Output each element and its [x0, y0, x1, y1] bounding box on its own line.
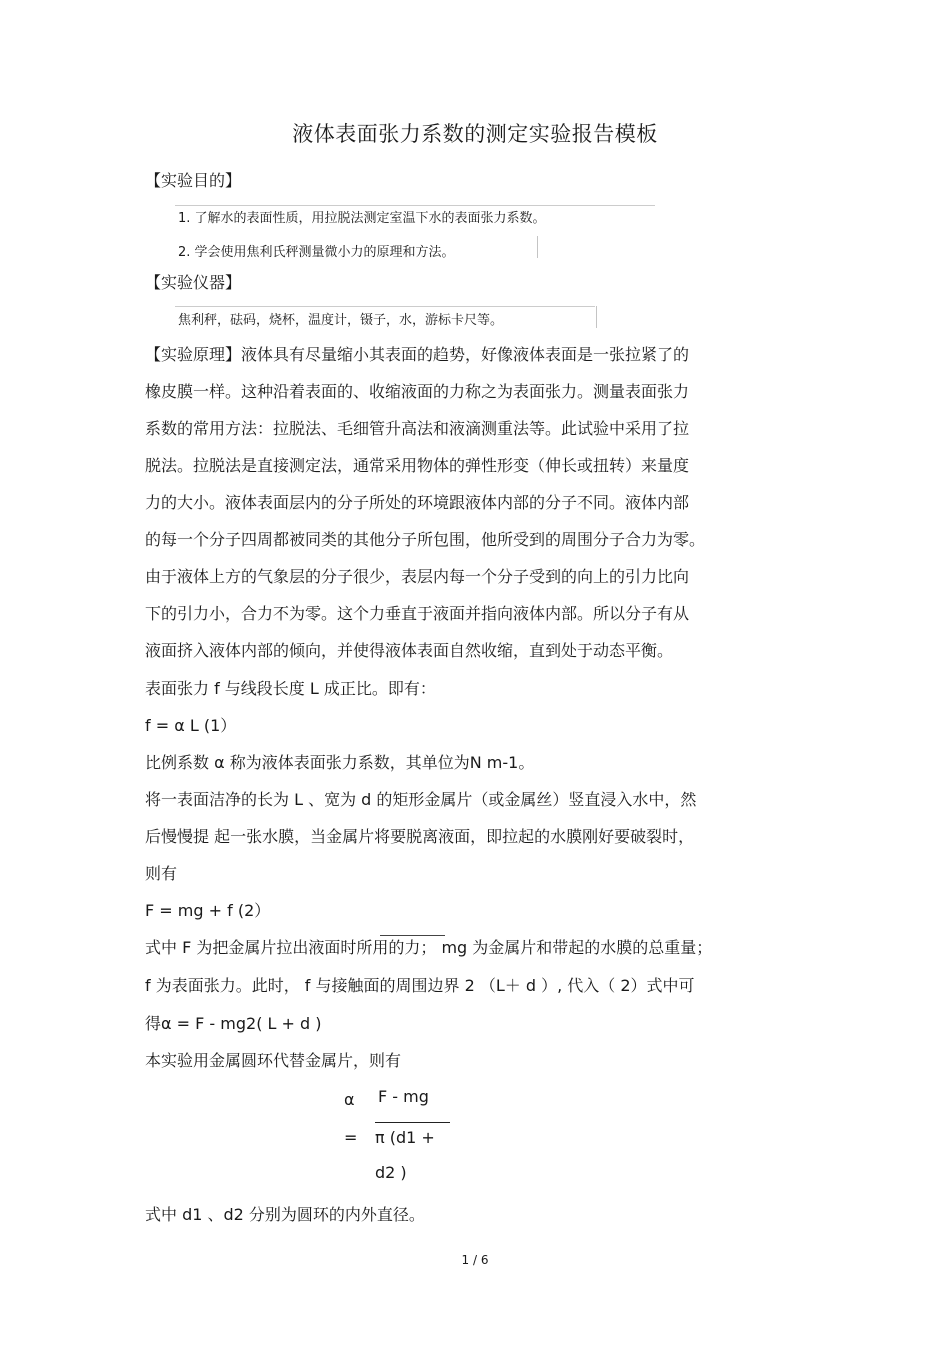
divider: [596, 306, 597, 328]
page-number: 1 / 6: [461, 1253, 489, 1267]
principle-line: 橡皮膜一样。这种沿着表面的、收缩液面的力称之为表面张力。测量表面张力: [145, 382, 690, 401]
principle-line: 系数的常用方法：拉脱法、毛细管升高法和液滴测重法等。此试验中采用了拉: [145, 419, 690, 438]
principle-line: 【实验原理】液体具有尽量缩小其表面的趋势，好像液体表面是一张拉紧了的: [145, 345, 690, 364]
apparatus-text: 焦利秤，砝码，烧杯，温度计，镊子，水，游标卡尺等。: [178, 313, 504, 328]
purpose-item: 1. 了解水的表面性质，用拉脱法测定室温下水的表面张力系数。: [178, 211, 546, 226]
principle-line: 脱法。拉脱法是直接测定法，通常采用物体的弹性形变（伸长或扭转）来量度: [145, 456, 690, 475]
principle-line: 后慢慢提 起一张水膜，当金属片将要脱离液面，即拉起的水膜刚好要破裂时，: [145, 827, 695, 846]
formula-alpha: α: [344, 1090, 355, 1109]
apparatus-heading: 【实验仪器】: [145, 273, 242, 292]
principle-line: 比例系数 α 称为液体表面张力系数，其单位为N m-1。: [145, 753, 535, 772]
purpose-heading: 【实验目的】: [145, 171, 242, 190]
principle-line: 表面张力 f 与线段长度 L 成正比。即有：: [145, 679, 436, 698]
principle-line: 式中 F 为把金属片拉出液面时所用的力； mg 为金属片和带起的水膜的总重量；: [145, 938, 713, 957]
principle-line: 下的引力小，合力不为零。这个力垂直于液面并指向液体内部。所以分子有从: [145, 604, 690, 623]
formula-numerator: F - mg: [378, 1087, 429, 1106]
divider: [537, 236, 538, 258]
principle-line: 本实验用金属圆环代替金属片，则有: [145, 1051, 402, 1070]
divider: [175, 205, 655, 206]
equation-2: F = mg + f (2）: [145, 901, 271, 920]
equation-1: f = α L (1）: [145, 716, 237, 735]
formula-equals: =: [344, 1128, 358, 1147]
page-title: 液体表面张力系数的测定实验报告模板: [292, 122, 658, 146]
principle-line: 的每一个分子四周都被同类的其他分子所包围，他所受到的周围分子合力为零。: [145, 530, 706, 549]
principle-line: 将一表面洁净的长为 L 、宽为 d 的矩形金属片（或金属丝）竖直浸入水中，然: [145, 790, 697, 809]
principle-line: 力的大小。液体表面层内的分子所处的环境跟液体内部的分子不同。液体内部: [145, 493, 690, 512]
closing-line: 式中 d1 、d2 分别为圆环的内外直径。: [145, 1205, 425, 1224]
purpose-item: 2. 学会使用焦利氏秤测量微小力的原理和方法。: [178, 245, 455, 260]
principle-line: f 为表面张力。此时， f 与接触面的周围边界 2 （L＋ d ）, 代入（ 2）式中可: [145, 976, 695, 995]
fraction-bar: [375, 1122, 450, 1123]
principle-line: 液面挤入液体内部的倾向，并使得液体表面自然收缩，直到处于动态平衡。: [145, 641, 674, 660]
principle-line: 得α = F - mg2( L + d ): [145, 1014, 322, 1033]
formula-denominator: π (d1 +: [375, 1128, 435, 1147]
divider: [175, 306, 595, 307]
principle-line: 则有: [145, 864, 178, 883]
formula-denominator: d2 ): [375, 1163, 407, 1182]
principle-line: 由于液体上方的气象层的分子很少，表层内每一个分子受到的向上的引力比向: [145, 567, 690, 586]
